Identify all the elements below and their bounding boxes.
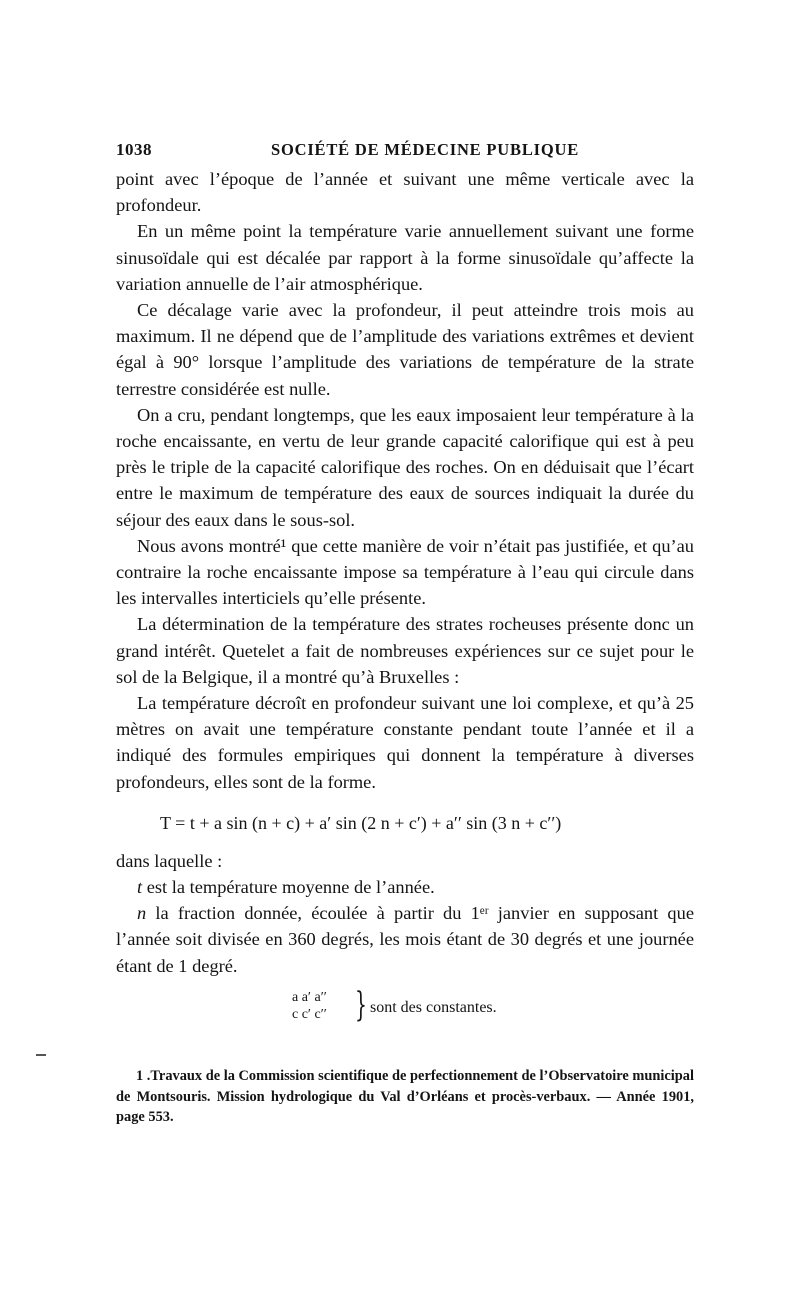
paragraph: La détermination de la température des strates rocheuses présente donc un grand intérêt. Quetelet a fait de nombreuses expériences sur ce sujet pour le sol de la Belgique, il a montré qu’à Bruxelles : (116, 614, 694, 687)
constants-stack (292, 989, 327, 1023)
formula-part: ) (555, 812, 562, 833)
variable-symbol: n (137, 903, 147, 924)
formula-prime: ′ (416, 812, 421, 833)
formula-prime: ′ (327, 812, 332, 833)
variable-text: la fraction donnée, écoulée à partir du 1ᵉʳ janvier en supposant que l’année soit divisée en 360 degrés, les mois étant de 30 degrés et une journée étant de 1 degré. (116, 903, 694, 976)
footnote: 1 .Travaux de la Commission scientifique de perfectionnement de l’Observatoire municipal de Montsouris. Mission hydrologique du Val d’Orléans et procès-verbaux. — Année 1901, page 553. (116, 1068, 694, 1125)
paragraph: Nous avons montré¹ que cette manière de voir n’était pas justifiée, et qu’au contraire la roche encaissante impose sa température à l’eau qui circule dans les intervalles interticiels qu’elle présente. (116, 535, 694, 609)
formula-part: sin (3 n + c (461, 812, 548, 833)
formula-part: ) + a (420, 812, 454, 833)
dans-laquelle: dans laquelle : (116, 850, 223, 871)
constants-block (116, 984, 694, 1041)
body-text (116, 166, 694, 1041)
running-head: SOCIÉTÉ DE MÉDECINE PUBLIQUE (271, 140, 579, 159)
paragraph: On a cru, pendant longtemps, que les eaux imposaient leur température à la roche encaissante, en vertu de leur grande capacité calorifique qui est à peu près le triple de la capacité calorifique des roches. On en déduisait que l’écart entre le maximum de température des eaux de sources indiquait la durée du séjour des eaux dans le sous-sol. (116, 404, 694, 530)
formula-prime: ′′ (547, 812, 556, 833)
footnote-separator (36, 1054, 46, 1056)
paragraph: La température décroît en profondeur suivant une loi complexe, et qu’à 25 mètres on avait une température constante pendant toute l’année et il a indiqué des formules empiriques qui donnent la température à diverses profondeurs, elles sont de la forme. (116, 693, 694, 792)
paragraph: En un même point la température varie annuellement suivant une forme sinusoïdale qui est décalée par rapport à la forme sinusoïdale qu’affecte la variation annuelle de l’air atmosphérique. (116, 221, 694, 294)
page (116, 134, 694, 1041)
variable-symbol: t (137, 877, 143, 898)
page-header (116, 134, 694, 166)
page-number: 1038 (116, 140, 152, 159)
formula-prime: ′′ (453, 812, 462, 833)
constants-row: a a′ a′′ (292, 989, 327, 1005)
variable-definition (116, 900, 694, 979)
paragraph: point avec l’époque de l’année et suivant une même verticale avec la profondeur. (116, 169, 694, 216)
right-brace: } (355, 984, 367, 1025)
variable-text: est la température moyenne de l’année. (142, 877, 435, 898)
formula-part: T = t + a sin (n + c) + a (160, 812, 328, 833)
formula (116, 810, 694, 836)
constants-text: sont des constantes. (370, 998, 497, 1016)
constants-row: c c′ c′′ (292, 1006, 327, 1022)
paragraph: Ce décalage varie avec la profondeur, il peut atteindre trois mois au maximum. Il ne dépend que de l’amplitude des variations extrêmes et devient égal à 90° lorsque l’amplitude des variations de température de la strate terrestre considérée est nulle. (116, 300, 694, 399)
variable-definition (116, 874, 694, 900)
formula-part: sin (2 n + c (331, 812, 417, 833)
